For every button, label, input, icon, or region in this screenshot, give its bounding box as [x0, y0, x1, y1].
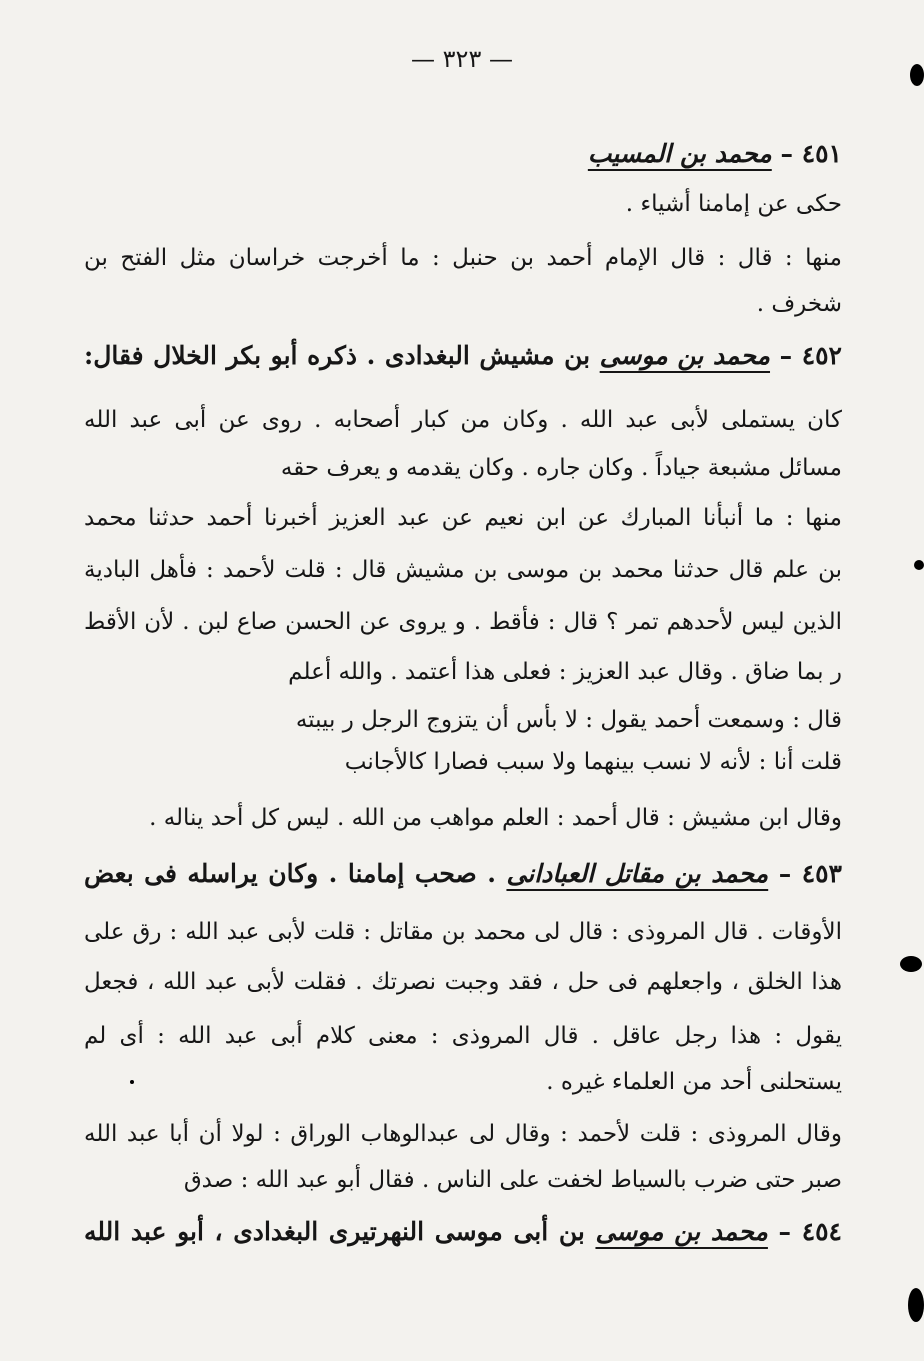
text-line: وقال المروذى : قلت لأحمد : وقال لى عبدالوهاب الوراق : لولا أن أبا عبد الله: [84, 1121, 842, 1147]
text-line: الذين ليس لأحدهم تمر ؟ قال : فأقط . و يروى عن الحسن صاع لبن . لأن الأقط: [84, 609, 842, 635]
entry-452-heading: ٤٥٢ – محمد بن موسى بن مشيش البغدادى . ذكره أبو بكر الخلال فقال:: [84, 341, 842, 370]
scan-blot: [914, 560, 924, 570]
text-line: هذا الخلق ، واجعلهم فى حل ، فقد وجبت نصرتك . فقلت لأبى عبد الله ، فجعل: [84, 969, 842, 995]
entry-number: ٤٥٤: [801, 1217, 842, 1246]
entry-number: ٤٥٣: [801, 859, 842, 888]
entry-name: محمد بن المسيب: [587, 139, 772, 168]
text-line: قلت أنا : لأنه لا نسب بينهما ولا سبب فصارا كالأجانب: [344, 749, 842, 775]
text-line: يقول : هذا رجل عاقل . قال المروذى : معنى كلام أبى عبد الله : أى لم: [84, 1023, 842, 1049]
entry-451-heading: ٤٥١ – محمد بن المسيب: [587, 139, 842, 168]
scan-blot: [908, 1288, 924, 1322]
text-line: شخرف .: [756, 291, 842, 317]
text-line: حكى عن إمامنا أشياء .: [625, 191, 842, 217]
entry-number: ٤٥١: [801, 139, 842, 168]
entry-heading-rest: بن مشيش البغدادى . ذكره أبو بكر الخلال فقال:: [84, 341, 591, 370]
text-line: صبر حتى ضرب بالسياط لخفت على الناس . فقال أبو عبد الله : صدق: [183, 1167, 842, 1193]
scan-blot: [900, 956, 922, 972]
entry-453-heading: ٤٥٣ – محمد بن مقاتل العبادانى . صحب إمامنا . وكان يراسله فى بعض: [84, 859, 842, 888]
text-line: ر بما ضاق . وقال عبد العزيز : فعلى هذا أعتمد . والله أعلم: [288, 659, 842, 685]
entry-454-heading: ٤٥٤ – محمد بن موسى بن أبى موسى النهرتيرى البغدادى ، أبو عبد الله: [84, 1217, 842, 1246]
page-number: — ٣٢٣ —: [411, 45, 513, 73]
scan-speck: [130, 1080, 134, 1084]
text-line: مسائل مشبعة جياداً . وكان جاره . وكان يقدمه و يعرف حقه: [280, 455, 842, 481]
entry-heading-rest: . صحب إمامنا . وكان يراسله فى بعض: [84, 859, 496, 888]
text-line: منها : ما أنبأنا المبارك عن ابن نعيم عن عبد العزيز أخبرنا أحمد حدثنا محمد: [84, 505, 842, 531]
text-line: يستحلنى أحد من العلماء غيره .: [546, 1069, 842, 1095]
text-line: بن علم قال حدثنا محمد بن موسى بن مشيش قال : قلت لأحمد : فأهل البادية: [84, 557, 842, 583]
entry-number: ٤٥٢: [801, 341, 842, 370]
text-line: الأوقات . قال المروذى : قال لى محمد بن مقاتل : قلت لأبى عبد الله : رق على: [84, 919, 842, 945]
entry-name: محمد بن موسى: [595, 1217, 768, 1246]
entry-name: محمد بن موسى: [599, 341, 771, 370]
entry-name: محمد بن مقاتل العبادانى: [506, 859, 769, 888]
text-line: قال : وسمعت أحمد يقول : لا بأس أن يتزوج الرجل ر بيبته: [295, 707, 842, 733]
text-line: منها : قال : قال الإمام أحمد بن حنبل : ما أخرجت خراسان مثل الفتح بن: [84, 245, 842, 271]
text-line: كان يستملى لأبى عبد الله . وكان من كبار أصحابه . روى عن أبى عبد الله: [84, 407, 842, 433]
scan-blot: [910, 64, 924, 86]
text-line: وقال ابن مشيش : قال أحمد : العلم مواهب من الله . ليس كل أحد يناله .: [149, 805, 842, 831]
entry-heading-rest: بن أبى موسى النهرتيرى البغدادى ، أبو عبد الله: [84, 1217, 585, 1246]
